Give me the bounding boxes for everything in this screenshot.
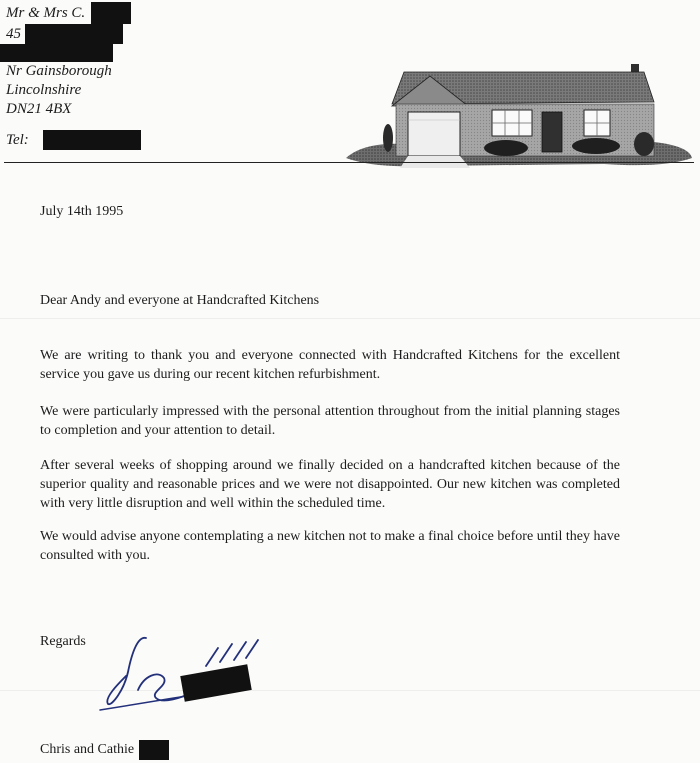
redaction-bar xyxy=(25,24,123,44)
address-redacted-line xyxy=(6,44,131,62)
sender-name: Mr & Mrs C. xyxy=(6,4,86,21)
tel-label: Tel: xyxy=(6,131,29,148)
body-paragraph-3: After several weeks of shopping around we finally decided on a handcrafted kitchen because of the superior quality and reasonable prices and we were not disappointed. Our new kitchen was completed with very little disruption and well within the scheduled time. xyxy=(40,458,620,511)
house-illustration xyxy=(344,62,694,170)
letter-date: July 14th 1995 xyxy=(40,204,124,219)
body-paragraph-4: We would advise anyone contemplating a new kitchen not to make a final choice before until they have consulted with you. xyxy=(40,529,620,563)
address-locality: Nr Gainsborough xyxy=(6,63,112,79)
signoff xyxy=(40,740,169,760)
paper-fold-line xyxy=(0,318,700,319)
telephone-line xyxy=(6,130,141,150)
redaction-bar xyxy=(0,44,113,62)
header-rule xyxy=(4,162,694,163)
signoff-names: Chris and Cathie xyxy=(40,742,135,757)
redaction-bar xyxy=(139,740,169,760)
body-paragraph-2: We were particularly impressed with the personal attention throughout from the initial planning stages to completion and your attention to detail. xyxy=(40,404,620,438)
redaction-bar xyxy=(91,2,131,24)
address-postcode: DN21 4BX xyxy=(6,101,72,117)
address-county: Lincolnshire xyxy=(6,82,82,98)
redaction-bar xyxy=(43,130,141,150)
address-street-line xyxy=(6,24,131,44)
address-name-line xyxy=(6,2,131,24)
salutation: Dear Andy and everyone at Handcrafted Kitchens xyxy=(40,293,320,308)
sender-address xyxy=(6,2,131,119)
street-number: 45 xyxy=(6,25,21,42)
closing: Regards xyxy=(40,634,86,649)
body-paragraph-1: We are writing to thank you and everyone connected with Handcrafted Kitchens for the excellent service you gave us during our recent kitchen refurbishment. xyxy=(40,348,620,382)
